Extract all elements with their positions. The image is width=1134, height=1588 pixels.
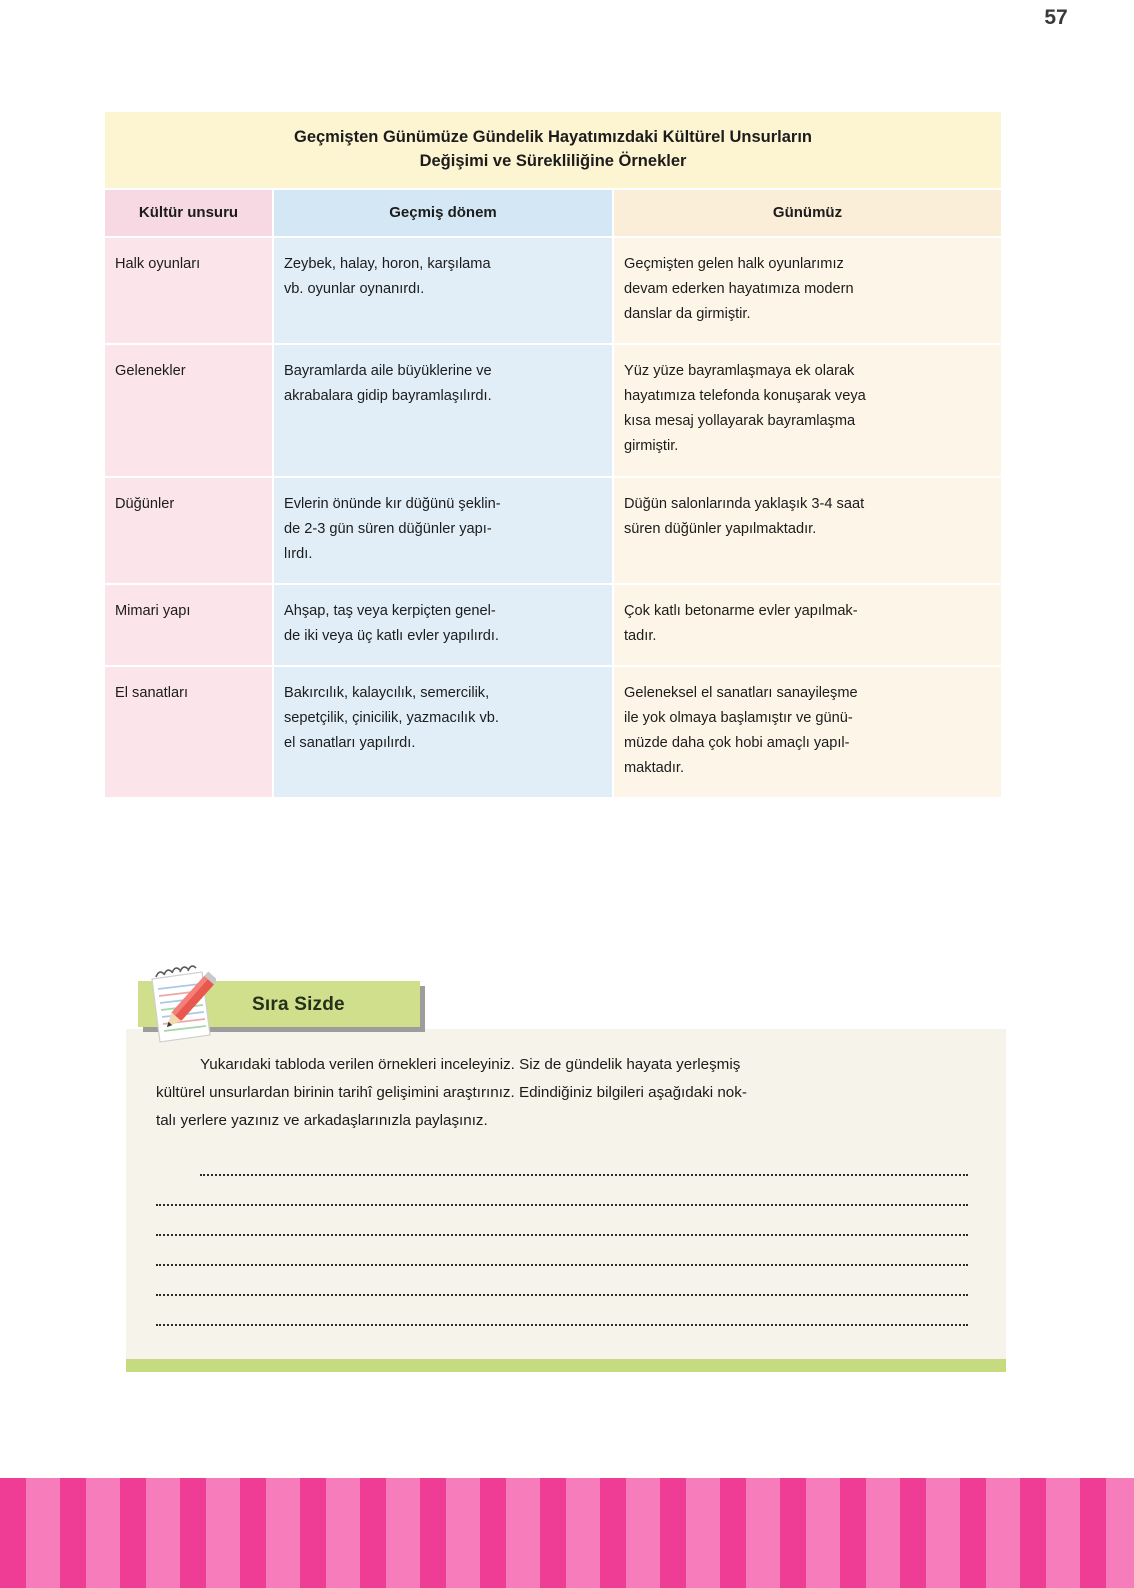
cell-text-line: Ahşap, taş veya kerpiçten genel- [284,602,496,619]
table-row [105,345,1001,475]
cell-text-line: Çok katlı betonarme evler yapılmak- [624,602,858,619]
cell-culture-element: Gelenekler [105,345,272,475]
cell-past-period [274,667,612,797]
cell-text-line: ile yok olmaya başlamıştır ve günü- [624,710,853,727]
cell-text-line: el sanatları yapılırdı. [284,735,416,752]
table-body [105,238,1001,798]
table-row [105,478,1001,583]
cell-present-day [614,345,1001,475]
table-row [105,585,1001,665]
table-title [105,112,1001,188]
activity-badge-label: Sıra Sizde [252,994,345,1015]
table-header-row [105,190,1001,236]
cell-present-day [614,667,1001,797]
answer-line[interactable] [156,1191,976,1221]
cell-text-line: sepetçilik, çinicilik, yazmacılık vb. [284,710,499,727]
cell-text-line: Geleneksel el sanatları sanayileşme [624,684,858,701]
cell-text-line: süren düğünler yapılmaktadır. [624,520,817,537]
cell-text-line: tadır. [624,627,657,644]
cell-past-period [274,585,612,665]
cell-text-line: Bayramlarda aile büyüklerine ve [284,363,492,380]
table-title-line-1: Geçmişten Günümüze Gündelik Hayatımızdaki Kültürel Unsurların [293,128,813,146]
cell-text-line: maktadır. [624,760,685,777]
activity-text-line: Yukarıdaki tabloda verilen örnekleri inceleyiniz. Siz de gündelik hayata yerleşmiş [200,1056,741,1073]
footer-stripe-pattern [0,1478,1134,1588]
culture-comparison-table [105,112,1001,797]
activity-box [126,975,1006,1372]
table-row [105,667,1001,797]
cell-past-period [274,478,612,583]
activity-bottom-bar [126,1359,1006,1372]
cell-text-line: akrabalara gidip bayramlaşılırdı. [284,388,492,405]
cell-text-line: devam ederken hayatımıza modern [624,280,854,297]
cell-text-line: Bakırcılık, kalaycılık, semercilik, [284,684,490,701]
table-title-line-2: Değişimi ve Sürekliliğine Örnekler [419,151,687,170]
cell-past-period [274,345,612,475]
cell-past-period [274,238,612,343]
cell-text-line: danslar da girmiştir. [624,306,751,323]
cell-text-line: hayatımıza telefonda konuşarak veya [624,388,866,405]
cell-text-line: lırdı. [284,545,313,562]
answer-line[interactable] [156,1221,976,1251]
activity-text-line: kültürel unsurlardan birinin tarihî gelişimini araştırınız. Edindiğiniz bilgileri aşağıdaki nok- [156,1084,747,1102]
cell-text-line: girmiştir. [624,438,679,455]
cell-culture-element: Mimari yapı [105,585,272,665]
answer-line[interactable] [156,1251,976,1281]
activity-badge-row [126,975,1006,1033]
cell-text-line: müzde daha çok hobi amaçlı yapıl- [624,735,850,752]
cell-text-line: vb. oyunlar oynanırdı. [284,280,425,297]
cell-culture-element: Halk oyunları [105,238,272,343]
column-header-culture-element: Kültür unsuru [105,190,272,236]
cell-text-line: Evlerin önünde kır düğünü şeklin- [284,495,501,512]
answer-line[interactable] [156,1311,976,1341]
answer-line[interactable] [156,1281,976,1311]
cell-culture-element: Düğünler [105,478,272,583]
cell-present-day [614,585,1001,665]
cell-text-line: de iki veya üç katlı evler yapılırdı. [284,627,499,644]
cell-text-line: Zeybek, halay, horon, karşılama [284,255,491,272]
column-header-past-period: Geçmiş dönem [274,190,612,236]
notepad-pencil-icon [142,963,216,1045]
table-row [105,238,1001,343]
answer-line[interactable] [156,1161,976,1191]
cell-present-day [614,478,1001,583]
activity-text-line: talı yerlere yazınız ve arkadaşlarınızla paylaşınız. [156,1112,488,1130]
cell-text-line: kısa mesaj yollayarak bayramlaşma [624,413,856,430]
cell-present-day [614,238,1001,343]
page-number: 57 [1044,6,1068,29]
cell-text-line: de 2-3 gün süren düğünler yapı- [284,520,492,537]
cell-text-line: Düğün salonlarında yaklaşık 3-4 saat [624,495,865,512]
page-number-badge [1026,0,1086,40]
cell-text-line: Geçmişten gelen halk oyunlarımız [624,255,844,272]
column-header-present-day: Günümüz [614,190,1001,236]
page-footer [0,1478,1134,1588]
cell-text-line: Yüz yüze bayramlaşmaya ek olarak [624,363,855,380]
cell-culture-element: El sanatları [105,667,272,797]
activity-instruction-text [156,1051,976,1135]
activity-answer-lines[interactable] [156,1161,976,1349]
activity-body [126,1029,1006,1359]
